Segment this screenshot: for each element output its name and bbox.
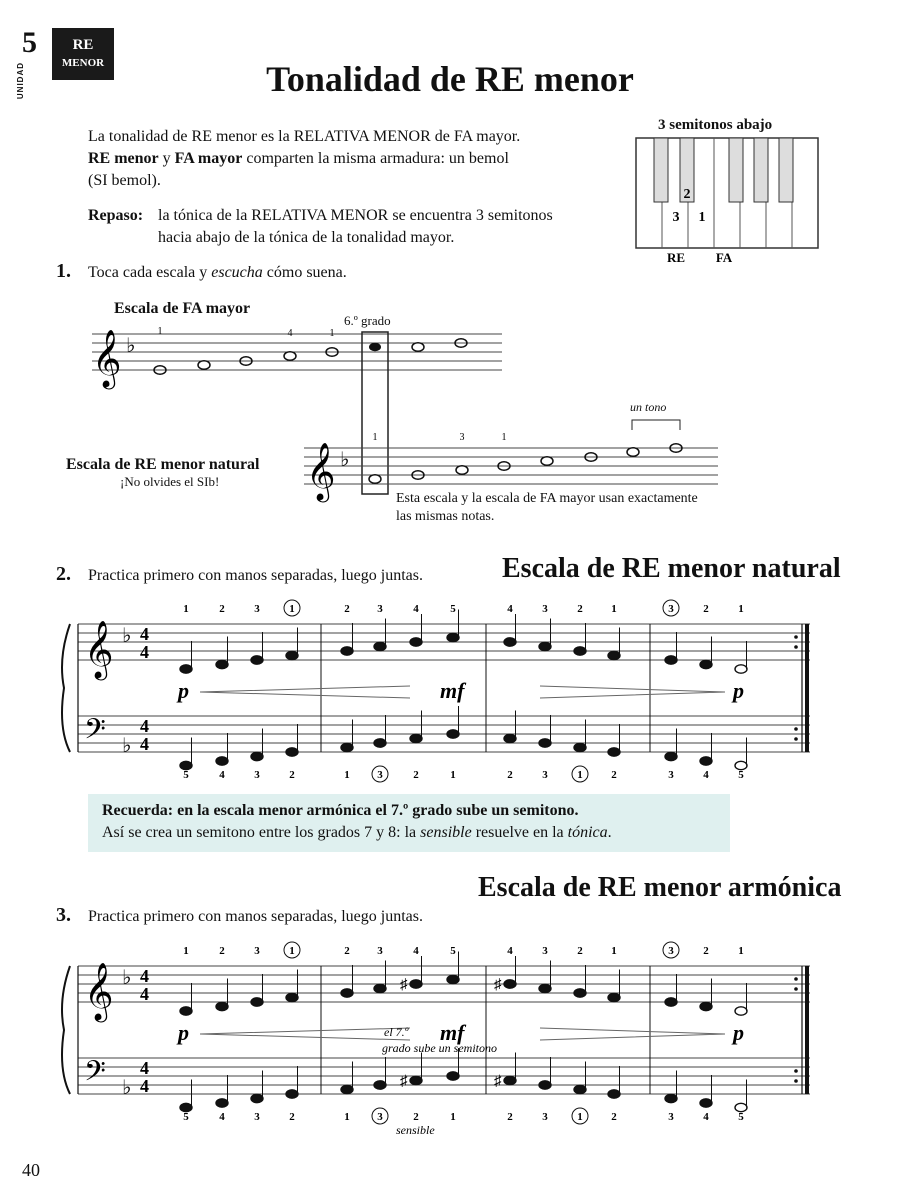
fa-major-staff [92, 326, 502, 494]
section3-title: Escala de RE menor armónica [478, 872, 842, 903]
treble-finger: 2 [577, 945, 583, 957]
bass-note [608, 1090, 620, 1098]
finger-number: 1 [329, 328, 335, 339]
crescendo [200, 1028, 410, 1040]
unit-label: UNIDAD [16, 62, 25, 100]
treble-finger: 2 [219, 603, 225, 615]
page-title: Tonalidad de RE menor [266, 59, 634, 99]
bass-note [410, 1076, 422, 1084]
treble-finger: 3 [254, 945, 260, 957]
finger-number: 3 [459, 432, 465, 443]
sixth-degree-box [362, 332, 388, 494]
treble-finger: 1 [289, 603, 295, 615]
treble-clef: 𝄞 [306, 443, 336, 499]
bass-note [700, 1099, 712, 1107]
section1-number: 1. [56, 260, 71, 282]
treble-note [286, 651, 298, 659]
section2-grand-staff [62, 600, 810, 782]
treble-finger: 2 [703, 945, 709, 957]
treble-note [700, 1002, 712, 1010]
treble-finger: 1 [611, 603, 617, 615]
treble-note [504, 980, 516, 988]
repaso-label: Repaso: [88, 207, 144, 224]
treble-finger: 1 [183, 945, 189, 957]
treble-note [341, 989, 353, 997]
treble-note [735, 665, 747, 673]
bass-note [286, 1090, 298, 1098]
crescendo [200, 686, 410, 698]
treble-note [251, 998, 263, 1006]
key-label-re: RE [666, 250, 686, 265]
treble-note [180, 665, 192, 673]
treble-note [447, 975, 459, 983]
treble-note [374, 984, 386, 992]
section2-instruction: Practica primero con manos separadas, luego juntas. [88, 567, 423, 584]
bass-finger: 1 [577, 769, 583, 781]
unit-key-line2: MENOR [61, 57, 105, 69]
treble-note [216, 1002, 228, 1010]
treble-finger: 2 [344, 945, 350, 957]
bass-finger: 3 [377, 1111, 383, 1123]
bass-finger: 4 [703, 769, 709, 781]
bass-finger: 3 [542, 769, 548, 781]
treble-finger: 3 [377, 945, 383, 957]
intro-line2: RE menor y FA mayor comparten la misma armadura: un bemol [88, 150, 509, 167]
bass-note [374, 1081, 386, 1089]
flat-sign: ♭ [340, 449, 350, 471]
bass-clef: 𝄢 [84, 715, 106, 752]
time-signature: 4 [140, 1076, 149, 1096]
flat-sign: ♭ [122, 967, 132, 989]
bass-finger: 5 [738, 1111, 744, 1123]
seventh-label: el 7.º [384, 1025, 409, 1039]
same-notes-note: Esta escala y la escala de FA mayor usan exactamente las mismas notas. [396, 491, 698, 524]
bass-note [286, 748, 298, 756]
treble-clef: 𝄞 [84, 621, 114, 677]
treble-note [504, 638, 516, 646]
bass-finger: 1 [450, 769, 456, 781]
treble-finger: 4 [413, 603, 419, 615]
finger-2: 2 [683, 187, 691, 202]
tone-label: un tono [630, 400, 667, 414]
treble-note [286, 993, 298, 1001]
decrescendo [540, 686, 725, 698]
treble-note [735, 1007, 747, 1015]
treble-note [700, 660, 712, 668]
treble-note [180, 1007, 192, 1015]
unit-key-line1: RE [72, 37, 94, 53]
dynamic-p: p [733, 1020, 744, 1045]
treble-note [410, 638, 422, 646]
flat-sign: ♭ [122, 625, 132, 647]
treble-finger: 1 [738, 945, 744, 957]
bass-note [504, 1076, 516, 1084]
bass-finger: 3 [668, 1111, 674, 1123]
bass-finger: 3 [254, 1111, 260, 1123]
bass-clef: 𝄢 [84, 1057, 106, 1094]
section3-number: 3. [56, 904, 71, 926]
treble-note [574, 647, 586, 655]
finger-number: 1 [157, 326, 163, 337]
flat-sign: ♭ [126, 335, 136, 357]
decrescendo [540, 1028, 725, 1040]
bass-finger: 5 [183, 1111, 189, 1123]
re-minor-label: Escala de RE menor natural [66, 456, 260, 473]
section2-title: Escala de RE menor natural [502, 553, 841, 584]
treble-note [665, 656, 677, 664]
reminder-line2: Así se crea un semitono entre los grados 7 y 8: la sensible resuelve en la tónica. [102, 824, 612, 841]
sixth-degree-label: 6.º grado [344, 313, 391, 328]
treble-finger: 2 [344, 603, 350, 615]
sensible-label: sensible [396, 1123, 435, 1137]
time-signature: 4 [140, 716, 149, 736]
repaso-text: la tónica de la RELATIVA MENOR se encuentra 3 semitonos hacia abajo de la tónica de la tonalidad mayor. [158, 207, 553, 246]
fa-major-label: Escala de FA mayor [114, 300, 251, 317]
bass-note [447, 730, 459, 738]
sharp-sign: ♯ [400, 977, 408, 993]
bass-finger: 2 [611, 1111, 617, 1123]
treble-note [447, 633, 459, 641]
bass-finger: 1 [450, 1111, 456, 1123]
treble-finger: 3 [668, 603, 674, 615]
bass-finger: 1 [344, 1111, 350, 1123]
treble-note [608, 651, 620, 659]
bass-finger: 4 [219, 1111, 225, 1123]
finger-3: 3 [672, 210, 680, 225]
time-signature: 4 [140, 1058, 149, 1078]
bass-note [410, 734, 422, 742]
bass-finger: 2 [507, 1111, 513, 1123]
bass-finger: 3 [254, 769, 260, 781]
finger-number: 1 [372, 432, 378, 443]
repeat-dot [794, 1069, 798, 1073]
finger-1: 1 [698, 210, 706, 225]
treble-note [665, 998, 677, 1006]
bass-note [216, 757, 228, 765]
bass-finger: 4 [219, 769, 225, 781]
seventh-label2: grado sube un semitono [382, 1041, 497, 1055]
repeat-dot [794, 987, 798, 991]
treble-note [216, 660, 228, 668]
treble-note [410, 980, 422, 988]
intro-line3: (SI bemol). [88, 172, 161, 189]
brace [62, 966, 70, 1094]
section3-grand-staff [62, 942, 810, 1137]
treble-note [608, 993, 620, 1001]
section3-instruction: Practica primero con manos separadas, luego juntas. [88, 908, 423, 925]
bass-note [216, 1099, 228, 1107]
bass-note [341, 743, 353, 751]
treble-note [574, 989, 586, 997]
flat-sign: ♭ [122, 735, 132, 757]
reminder-line1: Recuerda: en la escala menor armónica el 7.º grado sube un semitono. [102, 802, 579, 819]
bass-finger: 3 [542, 1111, 548, 1123]
bass-finger: 1 [344, 769, 350, 781]
time-signature: 4 [140, 966, 149, 986]
bass-note [665, 752, 677, 760]
dynamic-p: p [178, 678, 189, 703]
sharp-sign: ♯ [494, 1073, 502, 1090]
repeat-dot [794, 635, 798, 639]
bass-note [574, 743, 586, 751]
treble-finger: 3 [254, 603, 260, 615]
time-signature: 4 [140, 642, 149, 662]
treble-finger: 3 [542, 945, 548, 957]
bass-note [251, 1094, 263, 1102]
time-signature: 4 [140, 984, 149, 1004]
treble-clef: 𝄞 [92, 330, 122, 386]
treble-finger: 4 [507, 945, 513, 957]
treble-note [341, 647, 353, 655]
bass-note [504, 734, 516, 742]
treble-note [539, 642, 551, 650]
bass-finger: 2 [289, 769, 295, 781]
section2-number: 2. [56, 563, 71, 585]
treble-finger: 2 [577, 603, 583, 615]
bass-note [539, 739, 551, 747]
finger-number: 4 [287, 328, 293, 339]
treble-note [374, 642, 386, 650]
treble-finger: 4 [507, 603, 513, 615]
dynamic-mf: mf [440, 1020, 465, 1045]
repeat-dot [794, 727, 798, 731]
treble-finger: 3 [542, 603, 548, 615]
bass-note [374, 739, 386, 747]
sharp-sign: ♯ [400, 1073, 408, 1090]
bass-note [251, 752, 263, 760]
intro-line1: La tonalidad de RE menor es la RELATIVA MENOR de FA mayor. [88, 128, 521, 145]
treble-finger: 3 [377, 603, 383, 615]
treble-finger: 2 [703, 603, 709, 615]
section1-instruction: Toca cada escala y escucha cómo suena. [88, 264, 347, 281]
treble-note [251, 656, 263, 664]
bass-finger: 1 [577, 1111, 583, 1123]
treble-finger: 5 [450, 945, 456, 957]
treble-finger: 1 [183, 603, 189, 615]
bass-note [447, 1072, 459, 1080]
unit-number: 5 [22, 26, 37, 59]
repeat-dot [794, 977, 798, 981]
brace [62, 624, 70, 752]
page-number: 40 [22, 1160, 40, 1180]
treble-note [539, 984, 551, 992]
time-signature: 4 [140, 734, 149, 754]
flat-sign: ♭ [122, 1077, 132, 1099]
bass-note [341, 1085, 353, 1093]
bass-note [700, 757, 712, 765]
bass-finger: 5 [738, 769, 744, 781]
dynamic-p: p [178, 1020, 189, 1045]
repeat-dot [794, 737, 798, 741]
dynamic-mf: mf [440, 678, 465, 703]
bass-note [608, 748, 620, 756]
bass-finger: 2 [507, 769, 513, 781]
bass-finger: 2 [413, 1111, 419, 1123]
bass-note [665, 1094, 677, 1102]
bass-finger: 5 [183, 769, 189, 781]
bass-finger: 3 [668, 769, 674, 781]
bass-finger: 2 [611, 769, 617, 781]
bass-note [574, 1085, 586, 1093]
bass-note [539, 1081, 551, 1089]
treble-finger: 5 [450, 603, 456, 615]
dynamic-p: p [733, 678, 744, 703]
treble-finger: 1 [611, 945, 617, 957]
bass-finger: 3 [377, 769, 383, 781]
re-minor-sublabel: ¡No olvides el SIb! [120, 474, 220, 489]
repeat-dot [794, 1079, 798, 1083]
treble-finger: 1 [289, 945, 295, 957]
bass-finger: 2 [413, 769, 419, 781]
treble-finger: 1 [738, 603, 744, 615]
re-minor-natural-staff [304, 420, 718, 503]
finger-number: 1 [501, 432, 507, 443]
tone-bracket [632, 420, 680, 430]
treble-finger: 3 [668, 945, 674, 957]
sharp-sign: ♯ [494, 977, 502, 993]
bass-finger: 4 [703, 1111, 709, 1123]
time-signature: 4 [140, 624, 149, 644]
treble-clef: 𝄞 [84, 963, 114, 1019]
repeat-dot [794, 645, 798, 649]
treble-finger: 2 [219, 945, 225, 957]
bass-finger: 2 [289, 1111, 295, 1123]
treble-finger: 4 [413, 945, 419, 957]
keyboard-title: 3 semitonos abajo [658, 117, 773, 133]
key-label-fa: FA [715, 250, 733, 265]
reminder-box [88, 794, 730, 852]
